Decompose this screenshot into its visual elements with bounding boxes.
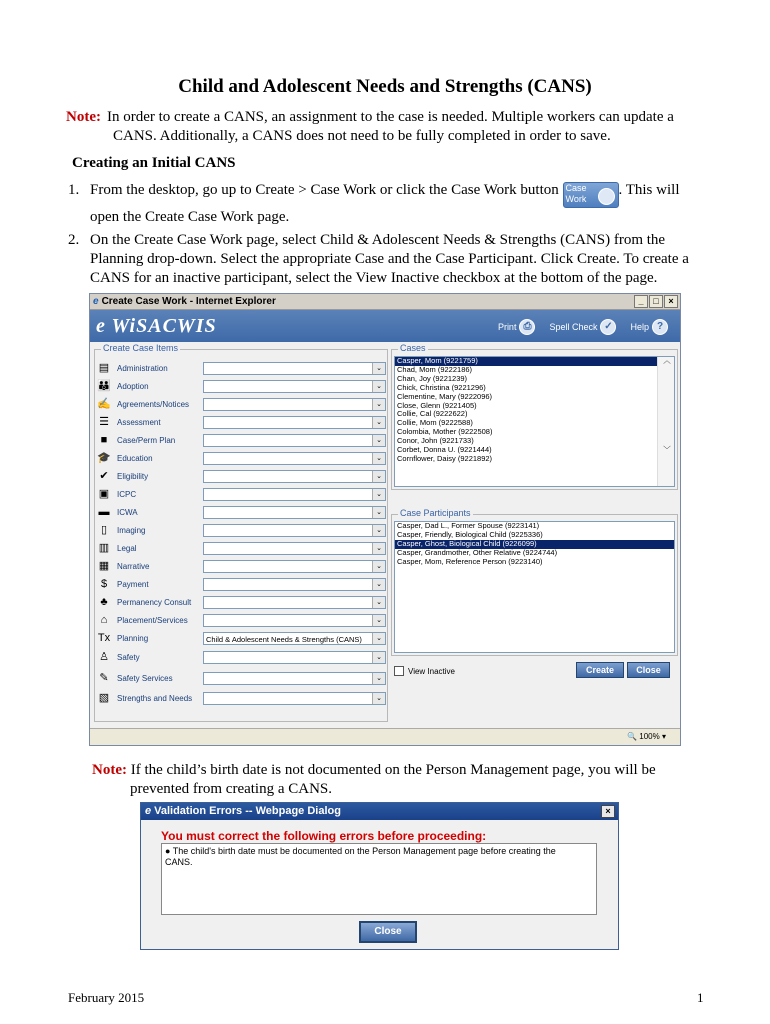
case-item-dropdown[interactable] <box>203 542 386 555</box>
case-item-dropdown[interactable] <box>203 560 386 573</box>
help-icon: ? <box>652 319 668 335</box>
icpc-icon: ▣ <box>98 488 110 500</box>
case-item-label[interactable]: ICWA <box>117 507 138 517</box>
step-text: From the desktop, go up to Create > Case Work or click the Case Work button <box>90 182 559 198</box>
case-item-dropdown[interactable] <box>203 578 386 591</box>
chevron-down-icon[interactable]: ⌄ <box>372 471 385 482</box>
view-inactive-label: View Inactive <box>408 666 455 676</box>
chevron-down-icon[interactable]: ⌄ <box>372 652 385 663</box>
permanency-icon: ♣ <box>100 596 108 608</box>
case-item-row <box>97 649 387 665</box>
case-list-item[interactable]: Colombia, Mother (9222508) <box>397 427 493 437</box>
help-button[interactable] <box>630 319 668 335</box>
checkbox[interactable] <box>394 666 404 676</box>
view-inactive-checkbox[interactable] <box>394 666 455 676</box>
note-1 <box>66 108 706 146</box>
close-icon[interactable]: × <box>601 805 615 818</box>
payment-icon: $ <box>100 578 108 590</box>
create-button[interactable]: Create <box>576 662 624 678</box>
print-button[interactable] <box>498 319 536 335</box>
case-list-item[interactable]: Clementine, Mary (9222096) <box>397 391 493 401</box>
safety-icon: ♙ <box>99 651 109 663</box>
case-item-label[interactable]: Narrative <box>117 561 150 571</box>
case-item-row <box>97 486 387 502</box>
window-title: Create Case Work - Internet Explorer <box>101 296 276 307</box>
app-logo: e WiSACWIS <box>96 315 217 337</box>
step-number: 2. <box>68 232 80 248</box>
case-item-row <box>97 558 387 574</box>
page-number: 1 <box>697 990 704 1005</box>
planning-icon: Tx <box>97 632 111 644</box>
legal-icon: ▥ <box>98 542 110 554</box>
case-item-dropdown[interactable] <box>203 470 386 483</box>
case-list-item[interactable]: Chad, Mom (9222186) <box>397 364 473 374</box>
case-list-item[interactable]: Collie, Cal (9222622) <box>397 409 468 419</box>
agreements-icon: ✍ <box>97 398 111 410</box>
chevron-down-icon[interactable]: ⌄ <box>372 417 385 428</box>
case-item-row <box>97 378 387 394</box>
create-case-items-group <box>94 343 388 722</box>
case-item-row <box>97 690 387 706</box>
participant-list-item[interactable]: Casper, Friendly, Biological Child (9225336) <box>397 529 543 539</box>
chevron-down-icon[interactable]: ⌄ <box>372 507 385 518</box>
chevron-down-icon[interactable]: ⌄ <box>372 673 385 684</box>
case-item-label[interactable]: Education <box>117 453 153 463</box>
step-number: 1. <box>68 182 80 198</box>
participant-list-item[interactable]: Casper, Grandmother, Other Relative (9224744) <box>397 547 558 557</box>
case-item-row <box>97 432 387 448</box>
status-bar <box>90 728 680 745</box>
step-text: On the Create Case Work page, select Child & Adolescent Needs & Strengths (CANS) from the <box>90 232 666 248</box>
chevron-down-icon[interactable]: ⌄ <box>372 399 385 410</box>
case-item-row <box>97 612 387 628</box>
page-title: Child and Adolescent Needs and Strengths (CANS) <box>178 76 592 97</box>
safety-services-icon: ✎ <box>99 672 109 684</box>
participants-listbox[interactable] <box>394 521 675 653</box>
help-label: Help <box>630 322 649 332</box>
case-item-dropdown[interactable] <box>203 434 386 447</box>
case-list-item[interactable]: Corbet, Donna U. (9221444) <box>397 445 492 455</box>
dialog-titlebar <box>141 803 618 820</box>
case-item-dropdown[interactable] <box>203 524 386 537</box>
case-item-row <box>97 522 387 538</box>
step-text: CANS for an inactive participant, select the View Inactive checkbox at the bottom of the page. <box>90 270 658 286</box>
case-work-icon-label: Case <box>565 183 587 193</box>
case-list-item[interactable]: Collie, Mom (9222588) <box>397 418 473 428</box>
error-message-2: CANS. <box>165 857 193 867</box>
case-item-label[interactable]: Eligibility <box>117 471 149 481</box>
note-text-1: If the child’s birth date is not documented on the Person Management page, you will be <box>130 762 656 778</box>
case-item-label[interactable]: Imaging <box>117 525 146 535</box>
case-work-button-icon <box>563 182 619 208</box>
chevron-down-icon[interactable]: ⌄ <box>372 615 385 626</box>
case-item-dropdown[interactable] <box>203 488 386 501</box>
case-item-dropdown[interactable] <box>203 398 386 411</box>
group-label: Create Case Items <box>103 343 179 353</box>
note-text-2: prevented from creating a CANS. <box>130 781 333 797</box>
note-2 <box>92 761 692 799</box>
case-item-label[interactable]: Placement/Services <box>117 615 188 625</box>
case-item-row <box>97 594 387 610</box>
cases-group <box>391 343 678 490</box>
app-banner <box>90 310 680 342</box>
chevron-down-icon[interactable]: ⌄ <box>372 579 385 590</box>
create-case-work-window <box>89 293 681 746</box>
case-item-row <box>97 576 387 592</box>
strengths-icon: ▧ <box>98 692 110 704</box>
close-button[interactable]: Close <box>627 662 670 678</box>
window-titlebar <box>90 294 680 310</box>
step-text-b: . This will <box>618 182 680 198</box>
education-icon: 🎓 <box>97 452 111 464</box>
imaging-icon: ▯ <box>100 524 108 536</box>
chevron-down-icon[interactable]: ⌄ <box>372 381 385 392</box>
chevron-down-icon[interactable]: ⌄ <box>372 435 385 446</box>
placement-icon: ⌂ <box>100 614 108 626</box>
case-list-item[interactable]: Conor, John (9221733) <box>397 436 474 446</box>
chevron-down-icon[interactable]: ⌄ <box>372 453 385 464</box>
case-item-dropdown[interactable] <box>203 632 386 645</box>
admin-icon: ▤ <box>98 362 110 374</box>
minimize-icon[interactable]: _ <box>634 295 648 308</box>
dialog-close-button[interactable]: Close <box>359 921 417 943</box>
case-item-label[interactable]: Safety <box>117 652 140 662</box>
step-text-c: open the Create Case Work page. <box>90 209 290 225</box>
close-icon[interactable]: × <box>664 295 678 308</box>
footer-date: February 2015 <box>68 990 145 1005</box>
error-heading: You must correct the following errors before proceeding: <box>161 829 487 843</box>
case-participants-group <box>391 508 678 656</box>
case-item-label[interactable]: Permanency Consult <box>117 597 192 607</box>
zoom-value: 100% <box>639 732 660 741</box>
print-icon: ⎙ <box>519 319 535 335</box>
case-item-row <box>97 468 387 484</box>
eligibility-icon: ✔ <box>99 470 109 482</box>
case-item-dropdown[interactable] <box>203 380 386 393</box>
case-item-dropdown[interactable] <box>203 416 386 429</box>
note-text-1: In order to create a CANS, an assignment to the case is needed. Multiple workers can update a <box>106 109 674 125</box>
case-item-row <box>97 360 387 376</box>
chevron-down-icon[interactable]: ⌄ <box>372 525 385 536</box>
case-item-dropdown[interactable] <box>203 614 386 627</box>
case-item-row <box>97 540 387 556</box>
case-item-dropdown[interactable] <box>203 651 386 664</box>
error-message: The child's birth date must be documented on the Person Management page before creating the <box>172 846 556 856</box>
narrative-icon: ▦ <box>98 560 110 572</box>
case-item-row <box>97 450 387 466</box>
case-work-icon-label-2: Work <box>565 194 587 204</box>
case-item-dropdown[interactable] <box>203 452 386 465</box>
case-item-row <box>97 670 387 686</box>
spell-check-label: Spell Check <box>549 322 598 332</box>
case-item-label[interactable]: Legal <box>117 543 137 553</box>
participant-list-item[interactable]: Casper, Mom, Reference Person (9223140) <box>397 556 543 566</box>
case-item-row <box>97 414 387 430</box>
section-heading: Creating an Initial CANS <box>72 155 236 171</box>
case-item-label[interactable]: Administration <box>117 363 168 373</box>
case-item-dropdown[interactable] <box>203 506 386 519</box>
validation-errors-dialog <box>140 802 619 950</box>
error-message-box: ● The child's birth date must be documented on the Person Management page before creating the CANS. <box>161 843 597 915</box>
case-item-dropdown[interactable] <box>203 672 386 685</box>
group-label: Case Participants <box>400 508 471 518</box>
chevron-down-icon[interactable]: ⌄ <box>372 561 385 572</box>
case-item-row <box>97 396 387 412</box>
case-plan-icon: ■ <box>100 434 108 446</box>
case-item-label[interactable]: Case/Perm Plan <box>117 435 176 445</box>
step-2 <box>68 231 708 288</box>
case-item-label[interactable]: Assessment <box>117 417 161 427</box>
dialog-title: Validation Errors -- Webpage Dialog <box>154 805 341 817</box>
scrollbar[interactable]: ︿ ﹀ <box>657 357 674 486</box>
step-text: Planning drop-down. Select the appropriate Case and the Case Participant. Click Create. To create a <box>90 251 689 267</box>
case-list-item[interactable]: Cornflower, Daisy (9221892) <box>397 453 493 463</box>
note-text-2: CANS. Additionally, a CANS does not need to be fully completed in order to save. <box>113 128 611 144</box>
case-item-row <box>97 630 387 646</box>
print-label: Print <box>497 322 517 332</box>
note-label: Note: <box>92 762 127 778</box>
chevron-down-icon[interactable]: ⌄ <box>372 693 385 704</box>
case-list-item[interactable]: Close, Glenn (9221405) <box>397 400 477 410</box>
adoption-icon: 👪 <box>97 380 111 392</box>
case-item-row <box>97 504 387 520</box>
chevron-down-icon[interactable]: ⌄ <box>372 597 385 608</box>
note-label: Note: <box>66 109 101 125</box>
case-item-label[interactable]: Safety Services <box>117 673 173 683</box>
chevron-down-icon[interactable]: ⌄ <box>372 633 385 644</box>
case-list-item[interactable]: Casper, Mom (9221759) <box>395 357 674 366</box>
case-item-label[interactable]: Agreements/Notices <box>117 399 190 409</box>
case-item-label[interactable]: Payment <box>117 579 149 589</box>
chevron-down-icon[interactable]: ⌄ <box>372 489 385 500</box>
participant-list-item[interactable]: Casper, Ghost, Biological Child (9226099) <box>395 540 674 549</box>
ie-icon: e <box>93 296 99 307</box>
participant-list-item[interactable]: Casper, Dad L., Former Spouse (9223141) <box>397 521 540 530</box>
group-label: Cases <box>400 343 426 353</box>
case-item-label[interactable]: Adoption <box>117 381 149 391</box>
spell-check-icon: ✓ <box>600 319 616 335</box>
case-item-dropdown[interactable] <box>203 362 386 375</box>
case-item-label[interactable]: Planning <box>117 633 149 643</box>
spell-check-button[interactable] <box>549 319 616 335</box>
zoom-level[interactable]: 🔍 100% ▾ <box>627 732 666 741</box>
chevron-down-icon[interactable]: ⌄ <box>372 363 385 374</box>
assessment-icon: ☰ <box>99 416 109 428</box>
chevron-down-icon[interactable]: ⌄ <box>372 543 385 554</box>
ie-icon: e <box>145 805 152 817</box>
cases-listbox[interactable] <box>394 356 675 487</box>
case-list-item[interactable]: Chan, Joy (9221239) <box>397 373 468 383</box>
case-item-dropdown[interactable] <box>203 692 386 705</box>
dropdown-value: Child & Adolescent Needs & Strengths (CANS) <box>206 634 362 644</box>
maximize-icon[interactable]: □ <box>649 295 663 308</box>
case-item-label[interactable]: Strengths and Needs <box>117 693 193 703</box>
case-item-dropdown[interactable] <box>203 596 386 609</box>
step-1 <box>68 181 708 227</box>
case-item-label[interactable]: ICPC <box>117 489 137 499</box>
case-list-item[interactable]: Chick, Christina (9221296) <box>397 382 486 392</box>
icwa-icon: ▬ <box>98 506 110 518</box>
